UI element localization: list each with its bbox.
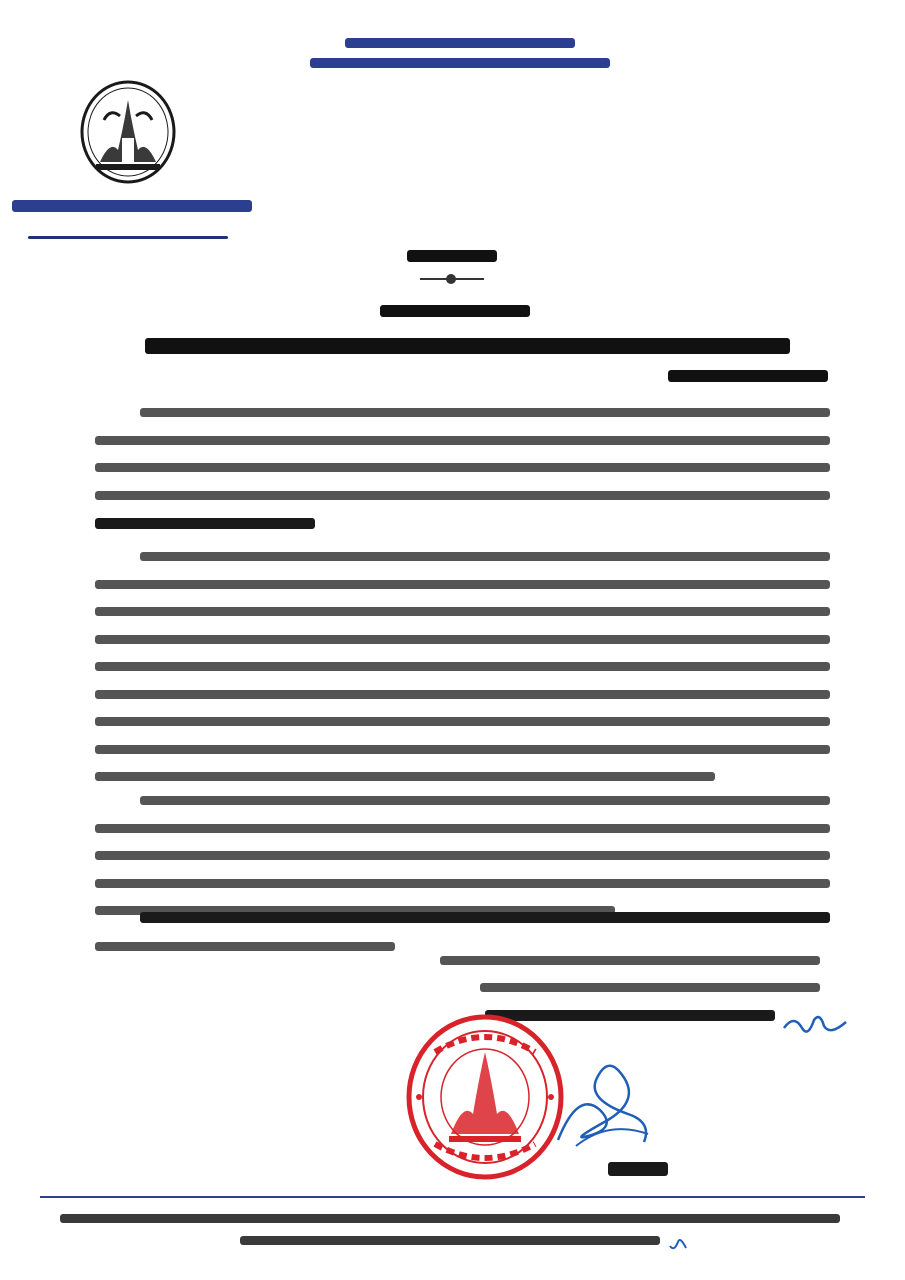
letterhead-title — [300, 28, 620, 78]
paragraph-2 — [95, 552, 830, 800]
heading-divider-dot — [446, 274, 456, 284]
official-seal-icon — [405, 1012, 565, 1186]
phnom-penh-emblem-icon — [80, 80, 176, 188]
footer-contact-line — [240, 1236, 660, 1245]
initials-mark-icon — [668, 1238, 688, 1258]
signatory-name — [608, 1162, 668, 1176]
closing — [20, 970, 21, 971]
salutation — [380, 305, 530, 317]
date-block — [440, 956, 820, 992]
signature-icon — [548, 1050, 658, 1164]
initials-icon — [780, 1010, 850, 1044]
reference-underline — [28, 236, 228, 239]
addressee — [145, 338, 790, 354]
gregorian-date-line — [480, 983, 820, 992]
issuing-body-name — [12, 200, 252, 212]
lunar-date-line — [440, 956, 820, 965]
letter-heading-text — [407, 250, 497, 262]
footer-divider — [40, 1196, 865, 1198]
paragraph-1 — [95, 408, 830, 548]
issuing-body — [12, 200, 252, 212]
letter-heading — [352, 250, 552, 262]
addressee-tail — [668, 370, 828, 382]
kingdom-name — [345, 38, 575, 48]
national-motto — [310, 58, 610, 68]
footer-address-line — [60, 1214, 840, 1223]
